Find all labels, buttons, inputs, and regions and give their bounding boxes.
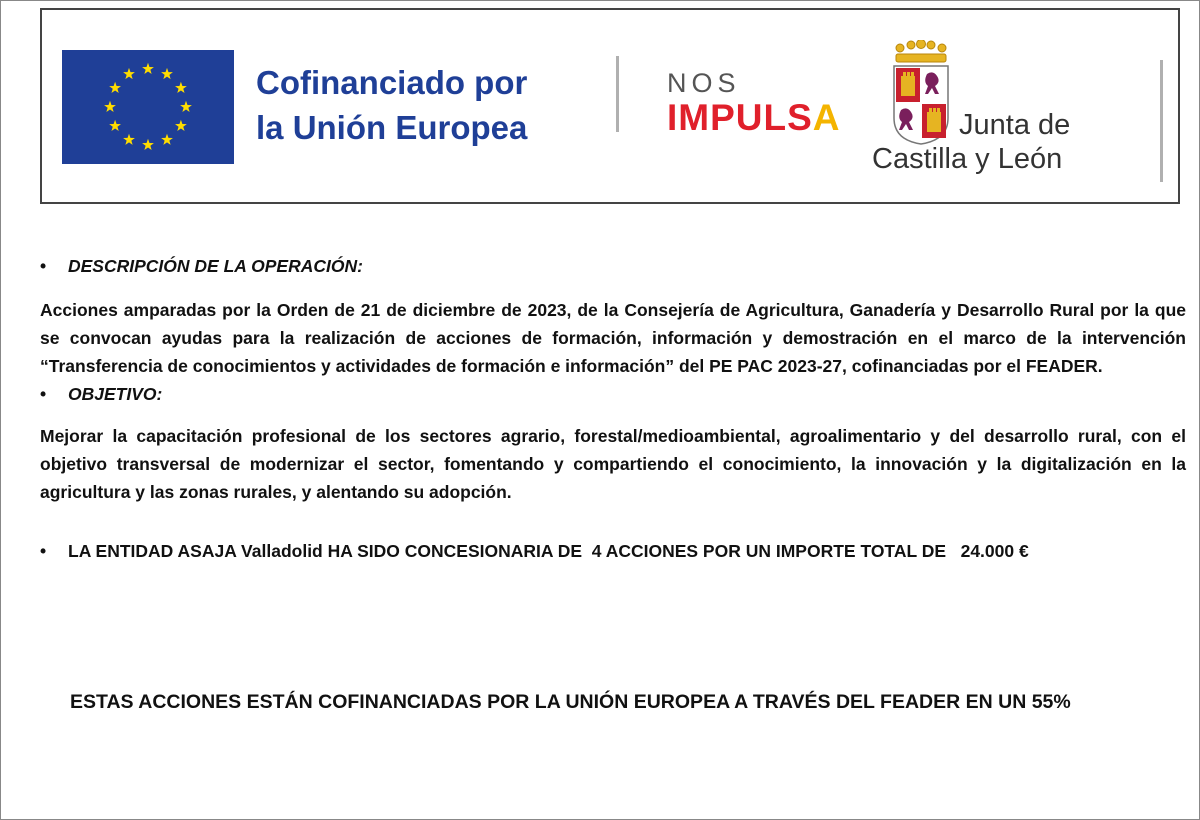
bullet-icon: • (40, 541, 47, 561)
description-text: Acciones amparadas por la Orden de 21 de diciembre de 2023, de la Consejería de Agricultura, Ganadería y Desarrollo Rural por la que se convocan ayudas para la realización de acciones de formación, información y demostración en el marco de la intervención “Transferencia de conocimientos y actividades de formación e información” del PE PAC 2023-27, cofinanciadas por el FEADER. (40, 300, 1186, 376)
grant-text: LA ENTIDAD ASAJA Valladolid HA SIDO CONCESIONARIA DE 4 ACCIONES POR UN IMPORTE TOTAL DE 24.000 € (68, 541, 1029, 561)
eu-label-line-1: Cofinanciado por (256, 64, 528, 101)
impulsa-accent: A (812, 97, 841, 138)
eu-star-icon (175, 82, 187, 93)
eu-star-icon (104, 101, 116, 112)
cofinancing-statement: ESTAS ACCIONES ESTÁN COFINANCIADAS POR LA UNIÓN EUROPEA A TRAVÉS DEL FEADER EN UN 55% (70, 691, 1071, 713)
eu-star-icon (109, 82, 121, 93)
objective-title: OBJETIVO: (68, 384, 163, 404)
eu-star-icon (109, 120, 121, 131)
grant-statement (40, 538, 1186, 564)
eu-star-icon (161, 68, 173, 79)
logo-divider-right (1160, 60, 1163, 182)
eu-star-icon (161, 134, 173, 145)
nos-text: NOS (667, 68, 741, 98)
objective-text: Mejorar la capacitación profesional de los sectores agrario, forestal/medioambiental, agroalimentario y del desarrollo rural, con el objetivo transversal de modernizar el sector, fomentando y compartiendo el conocimiento, la innovación y la digitalización en la agricultura y las zonas rurales, y alentando su adopción. (40, 426, 1186, 502)
logo-divider (616, 56, 619, 132)
description-heading (40, 254, 1186, 278)
eu-label-line-2: la Unión Europea (256, 109, 528, 146)
description-title: DESCRIPCIÓN DE LA OPERACIÓN: (68, 256, 363, 276)
bullet-icon: • (40, 384, 47, 404)
eu-cofinancing-label (256, 60, 527, 150)
eu-star-icon (123, 134, 135, 145)
impulsa-text (667, 98, 841, 138)
objective-heading (40, 382, 1186, 406)
bullet-icon: • (40, 256, 47, 276)
eu-star-icon (180, 101, 192, 112)
nos-impulsa-logo (667, 68, 841, 138)
eu-star-icon (142, 63, 154, 74)
impulsa-main: IMPULS (667, 97, 813, 138)
eu-flag-logo (62, 50, 234, 164)
operation-content (40, 254, 1186, 564)
eu-star-icon (142, 139, 154, 150)
jcyl-label-line-1: Junta de (959, 109, 1071, 141)
eu-star-icon (175, 120, 187, 131)
eu-star-icon (123, 68, 135, 79)
jcyl-label-line-2: Castilla y León (872, 143, 1063, 175)
logo-banner (40, 8, 1180, 204)
jcyl-label (872, 108, 1070, 176)
